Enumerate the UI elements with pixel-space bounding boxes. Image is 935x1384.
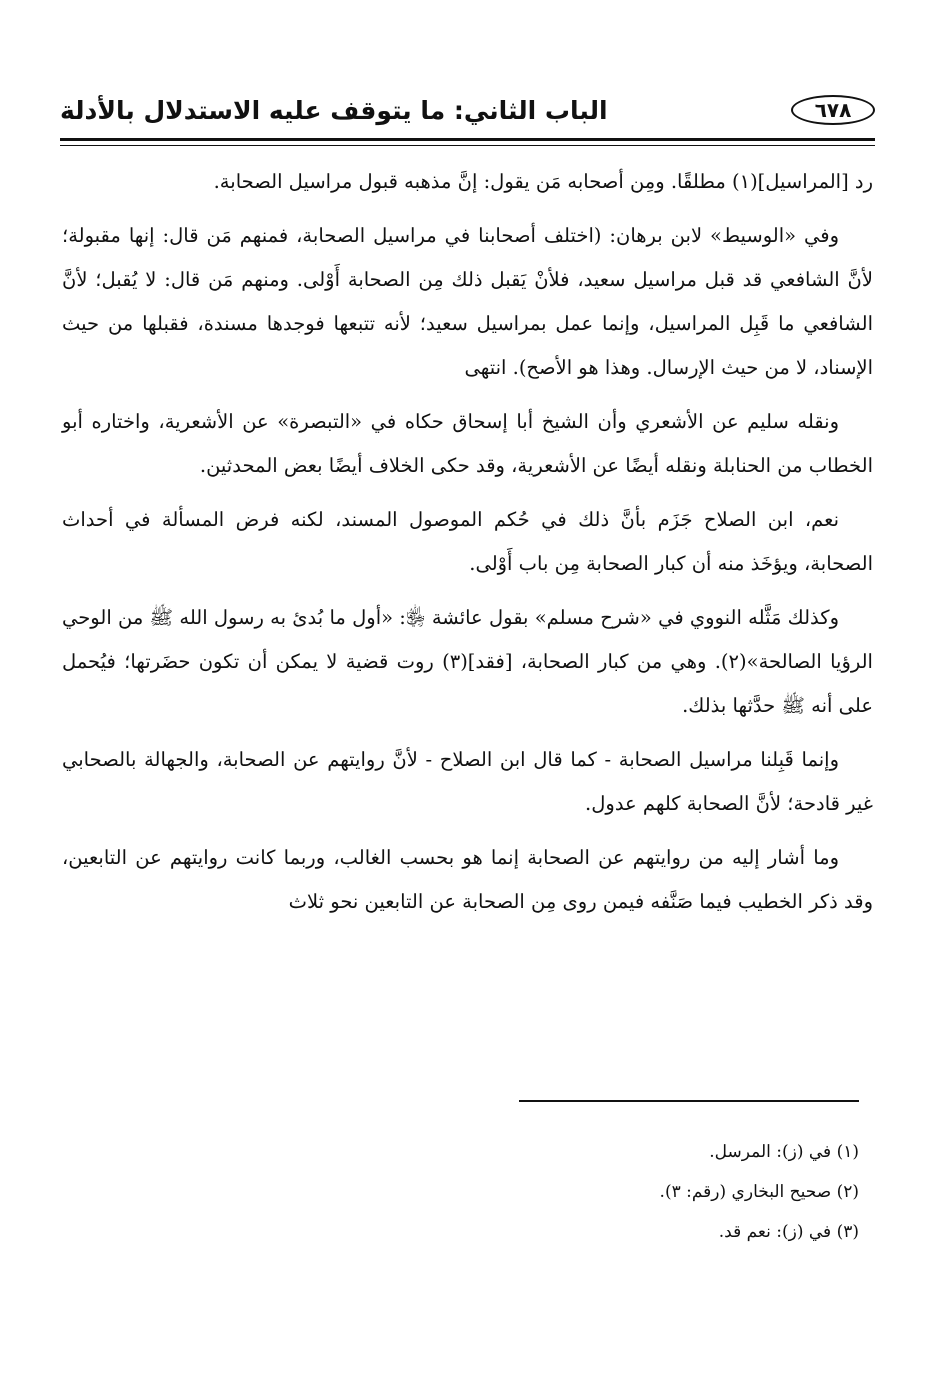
paragraph: وكذلك مَثَّله النووي في «شرح مسلم» بقول عائشة ﵂: «أول ما بُدئ به رسول الله ﷺ من الوحي الرؤيا الصالحة»(٢). وهي من كبار الصحابة، [فقد](٣) روت قضية لا يمكن أن تكون حضَرتها؛ فيُحمل على أنه ﷺ حدَّثها بذلك. <box>62 606 873 717</box>
footnotes <box>76 1132 859 1252</box>
paragraph: ونقله سليم عن الأشعري وأن الشيخ أبا إسحاق حكاه في «التبصرة» عن الأشعرية، واختاره أبو الخطاب من الحنابلة ونقله أيضًا عن الأشعرية، وقد حكى الخلاف أيضًا بعض المحدثين. <box>62 410 873 477</box>
footnote: (٣) في (ز): نعم قد. <box>718 1222 859 1242</box>
header-rule-thick <box>60 138 875 141</box>
paragraph: وفي «الوسيط» لابن برهان: (اختلف أصحابنا في مراسيل الصحابة، فمنهم مَن قال: إنها مقبولة؛ لأنَّ الشافعي قد قبل مراسيل سعيد، فلأنْ يَقبل ذلك مِن الصحابة أَوْلى. ومنهم مَن قال: لا يُقبل؛ لأنَّ الشافعي ما قَبِل المراسيل، وإنما عمل بمراسيل سعيد؛ لأنه تتبعها فوجدها مسندة، فقبلها من حيث الإسناد، لا من حيث الإرسال. وهذا هو الأصح). انتهى <box>62 224 873 379</box>
footnote-separator <box>519 1100 859 1102</box>
page-header <box>60 88 875 132</box>
paragraph: وإنما قَبِلنا مراسيل الصحابة - كما قال ابن الصلاح - لأنَّ روايتهم عن الصحابة، والجهالة بالصحابي غير قادحة؛ لأنَّ الصحابة كلهم عدول. <box>62 748 873 815</box>
paragraph: نعم، ابن الصلاح جَزَم بأنَّ ذلك في حُكم الموصول المسند، لكنه فرض المسألة في أحداث الصحابة، ويؤخَذ منه أن كبار الصحابة مِن باب أَوْلى. <box>62 508 873 575</box>
page-number: ٦٧٨ <box>791 95 875 125</box>
running-title: الباب الثاني: ما يتوقف عليه الاستدلال بالأدلة <box>60 95 608 125</box>
paragraph: رد [المراسيل](١) مطلقًا. ومِن أصحابه مَن يقول: إنَّ مذهبه قبول مراسيل الصحابة. <box>213 170 873 193</box>
header-rule-thin <box>60 145 875 146</box>
paragraph: وما أشار إليه من روايتهم عن الصحابة إنما هو بحسب الغالب، وربما كانت روايتهم عن التابعين، وقد ذكر الخطيب فيما صَنَّفه فيمن روى مِن الصحابة عن التابعين نحو ثلاث <box>62 846 873 913</box>
footnote: (٢) صحيح البخاري (رقم: ٣). <box>659 1182 859 1202</box>
footnote: (١) في (ز): المرسل. <box>709 1142 859 1162</box>
body-text <box>62 160 873 934</box>
